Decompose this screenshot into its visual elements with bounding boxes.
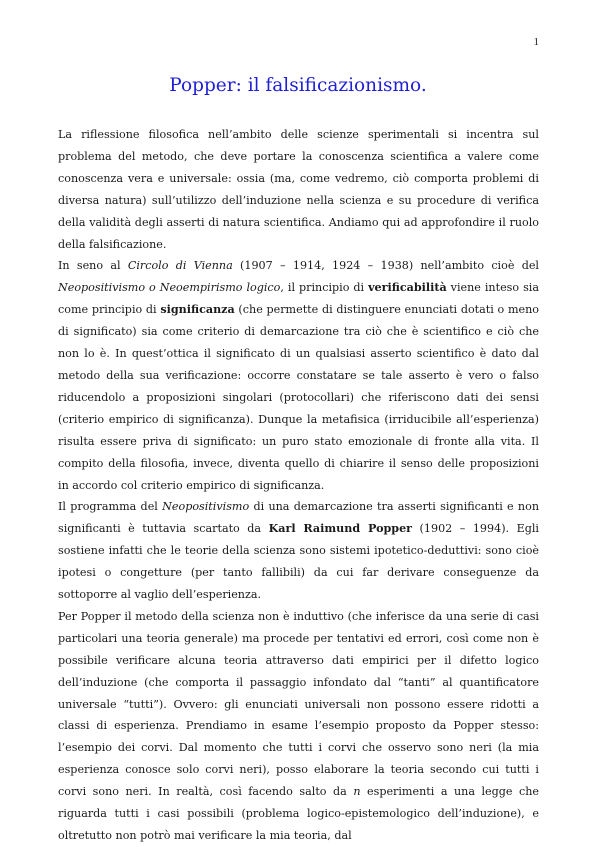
document-title: Popper: il falsificazionismo. <box>169 75 427 96</box>
italic-neopositivismo: Neopositivismo o Neoempirismo logico <box>58 281 281 295</box>
paragraph-popper-method <box>58 606 539 847</box>
page-number: 1 <box>533 36 539 48</box>
paragraph-popper-program <box>58 496 539 606</box>
text-run: , il principio di <box>280 281 369 295</box>
text-run: (che permette di distinguere enunciati dotati o meno di significato) sia come criterio di demarcazione tra ciò che è scientifico e ciò che non lo è. In quest’ottica il significato di un qualsiasi asserto scientifico è dato dal metodo della sua verificazione: occorre constatare se tale asserto è vero o falso riducendolo a proposizioni singolari (protocollari) che riferiscono dati dei sensi (criterio empirico di significanza). Dunque la metafisica (irriducibile all’esperienza) risulta essere priva di significato: un puro stato emozionale di fronte alla vita. Il compito della filosofia, invece, diventa quello di chiarire il senso delle proposizioni in accordo col criterio empirico di significanza. <box>58 303 539 492</box>
text-run: Il programma del <box>58 500 163 514</box>
text-run: (1907 – 1914, 1924 – 1938) nell’ambito cioè del <box>232 259 539 273</box>
italic-neopositivismo: Neopositivismo <box>162 500 250 514</box>
text-run: In seno al <box>58 259 128 273</box>
italic-circolo-di-vienna: Circolo di Vienna <box>127 259 233 273</box>
paragraph-vienna-circle <box>58 255 539 496</box>
text-run: esperimenti a una legge che riguarda tutti i casi possibili (problema logico-epistemologico dell’induzione), e oltretutto non potrò mai verificare la mia teoria, dal <box>58 785 539 842</box>
bold-verificabilita: verificabilità <box>368 281 447 295</box>
italic-n: n <box>353 785 361 799</box>
text-run: (1902 – 1994). Egli sostiene infatti che le teorie della scienza sono sistemi ipotetico-deduttivi: sono cioè ipotesi o congetture (per tanto fallibili) da cui far derivare conseguenze da sottoporre al vaglio dell’esperienza. <box>58 522 539 602</box>
text-run: viene inteso sia come principio di <box>58 281 539 317</box>
paragraph-intro: La riflessione filosofica nell’ambito delle scienze sperimentali si incentra sul problema del metodo, che deve portare la conoscenza scientifica a valere come conoscenza vera e universale: ossia (ma, come vedremo, ciò comporta problemi di diversa natura) sull’utilizzo dell’induzione nella scienza e su procedure di verifica della validità degli asserti di natura scientifica. Andiamo qui ad approfondire il ruolo della falsificazione. <box>58 128 539 251</box>
bold-karl-popper: Karl Raimund Popper <box>268 522 413 536</box>
bold-significanza: significanza <box>160 303 235 317</box>
document-body <box>58 124 539 847</box>
text-run: di una demarcazione tra asserti significanti e non significanti è tuttavia scartato da <box>58 500 539 536</box>
text-run: Per Popper il metodo della scienza non è induttivo (che inferisce da una serie di casi particolari una teoria generale) ma procede per tentativi ed errori, così come non è possibile verificare alcuna teoria attraverso dati empirici per il difetto logico dell’induzione (che comporta il passaggio infondato dal “tanti” al quantificatore universale “tutti”). Ovvero: gli enunciati universali non possono essere ridotti a classi di esperienza. Prendiamo in esame l’esempio proposto da Popper stesso: l’esempio dei corvi. Dal momento che tutti i corvi che osservo sono neri (la mia esperienza conosce solo corvi neri), posso elaborare la teoria secondo cui tutti i corvi sono neri. In realtà, così facendo salto da <box>58 609 539 799</box>
